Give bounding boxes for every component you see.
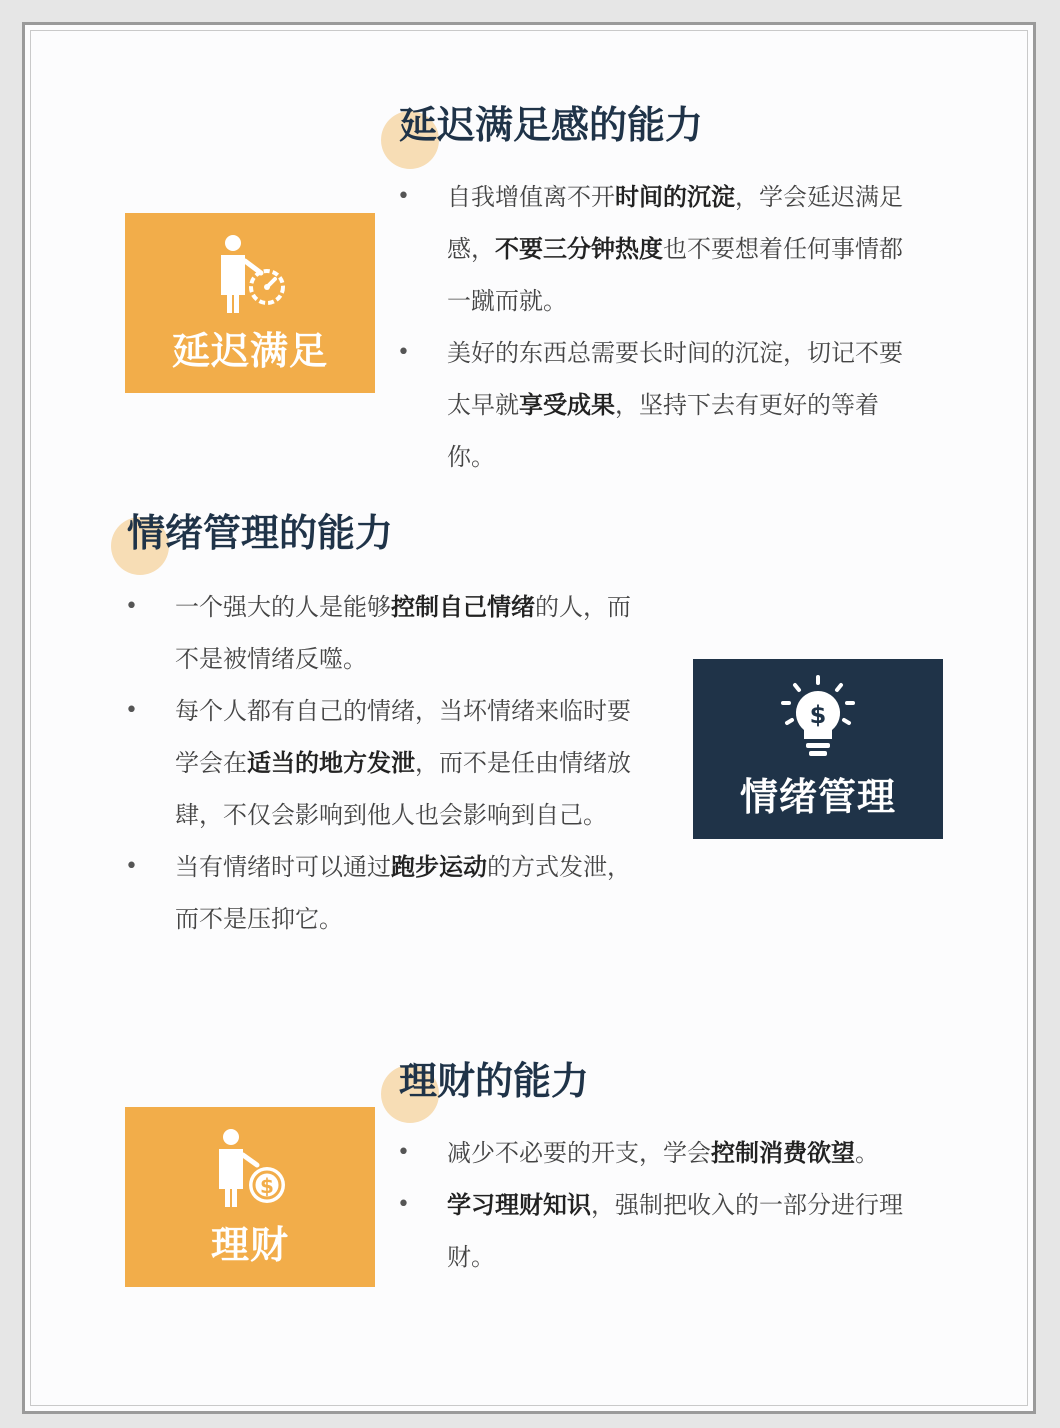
bullet-text: 的方式发泄，而不是压抑它。 <box>175 853 631 933</box>
tile-emotion-management <box>693 659 943 839</box>
bullet-emphasis: 控制自己情绪 <box>391 593 535 621</box>
bullet-text: 也不要想着任何事情都一蹴而就。 <box>447 235 903 315</box>
person-coin-icon <box>205 1127 295 1217</box>
bullet-item <box>397 1179 917 1283</box>
bullet-emphasis: 不要三分钟热度 <box>495 235 663 263</box>
person-clock-icon <box>205 231 295 321</box>
svg-text:$: $ <box>809 701 827 729</box>
bullet-emphasis: 控制消费欲望 <box>711 1139 855 1167</box>
tile-delayed-gratification <box>125 213 375 393</box>
section-title-financial-management: 理财的能力 <box>399 1059 590 1103</box>
bullet-item <box>397 1127 917 1179</box>
bullet-item <box>397 327 917 483</box>
bullet-text: 自我增值离不开 <box>447 183 615 211</box>
page-card <box>22 22 1036 1414</box>
bullet-emphasis: 时间的沉淀 <box>615 183 735 211</box>
bullet-text: 的人，而不是被情绪反噬。 <box>175 593 631 673</box>
lightbulb-dollar-icon <box>773 673 863 763</box>
bullet-list-delayed-gratification <box>397 171 917 483</box>
bullet-item <box>125 581 645 685</box>
bullet-text: 每个人都有自己的情绪，当坏情绪来临时要学会在 <box>175 697 631 777</box>
bullet-list-emotion-management <box>125 581 645 945</box>
section-title-emotion-management: 情绪管理的能力 <box>127 511 394 555</box>
bullet-text: ，而不是任由情绪放肆，不仅会影响到他人也会影响到自己。 <box>175 749 631 829</box>
bullet-emphasis: 享受成果 <box>519 391 615 419</box>
tile-label: 延迟满足 <box>171 329 328 373</box>
svg-text:$: $ <box>260 1174 274 1198</box>
bullet-text: 一个强大的人是能够 <box>175 593 391 621</box>
bullet-item <box>397 171 917 327</box>
bullet-list-financial-management <box>397 1127 917 1283</box>
bullet-text: 当有情绪时可以通过 <box>175 853 391 881</box>
bullet-item <box>125 685 645 841</box>
bullet-text: 减少不必要的开支，学会 <box>447 1139 711 1167</box>
tile-financial-management <box>125 1107 375 1287</box>
bullet-emphasis: 跑步运动 <box>391 853 487 881</box>
bullet-emphasis: 适当的地方发泄 <box>247 749 415 777</box>
bullet-text: 。 <box>855 1139 879 1167</box>
bullet-text: ，坚持下去有更好的等着你。 <box>447 391 879 471</box>
bullet-emphasis: 学习理财知识 <box>447 1191 591 1219</box>
bullet-item <box>125 841 645 945</box>
bullet-text: ，学会延迟满足感， <box>447 183 903 263</box>
bullet-text: ，强制把收入的一部分进行理财。 <box>447 1191 903 1271</box>
bullet-text: 美好的东西总需要长时间的沉淀，切记不要太早就 <box>447 339 903 419</box>
tile-label: 理财 <box>210 1223 289 1267</box>
tile-label: 情绪管理 <box>739 775 896 819</box>
section-title-delayed-gratification: 延迟满足感的能力 <box>399 103 704 147</box>
